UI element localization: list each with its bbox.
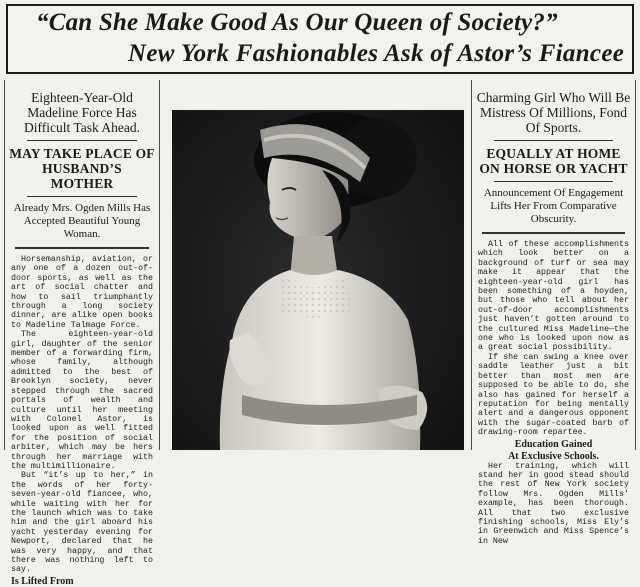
right-deck-3: Announcement Of Engagement Lifts Her From Comparative Obscurity. <box>483 187 624 225</box>
divider <box>494 140 613 141</box>
right-article-body <box>478 240 629 438</box>
divider <box>27 196 137 197</box>
left-deck-2: MAY TAKE PLACE OF HUSBAND’S MOTHER <box>9 146 155 191</box>
portrait-image <box>172 110 464 450</box>
divider <box>27 140 137 141</box>
right-article-body-2 <box>478 462 629 547</box>
divider <box>494 181 613 182</box>
left-deck-3: Already Mrs. Ogden Mills Has Accepted Beautiful Young Woman. <box>13 202 151 240</box>
right-deck-2: EQUALLY AT HOME ON HORSE OR YACHT <box>479 146 628 176</box>
headline-line-1: “Can She Make Good As Our Queen of Society?” <box>36 9 558 36</box>
left-deck-1: Eighteen-Year-Old Madeline Force Has Difficult Task Ahead. <box>24 90 140 135</box>
divider <box>482 232 625 234</box>
portrait-photo <box>172 110 464 450</box>
paragraph: If she can swing a knee over saddle leather just a bit better than most men are supposed to be able to do, she also has gained for herself a reputation for being mentally alert and a dangerous opponent with the sugar-coated barb of drawing-room repartee. <box>478 352 629 438</box>
right-deck-1: Charming Girl Who Will Be Mistress Of Millions, Fond Of Sports. <box>476 90 631 135</box>
divider <box>15 247 149 249</box>
right-subhead-1: Education Gained <box>514 438 593 450</box>
paragraph: The eighteen-year-old girl, daughter of the senior member of a forwarding firm, whose family, although admitted to the best of Brooklyn society, never stepped through the sacred portals of wealth and culture until her meeting with Colonel Astor, is looked upon as well fitted for the position of social arbiter, which may be hers through her marriage with the multimillionaire. <box>11 330 153 471</box>
paragraph: All of these accomplishments which look better on a background of turf or sea may make it appear that the eighteen-year-old girl has been something of a hoyden, but those who tell about her out-of-door accomplishments just haven’t gotten around to the cultured Miss Madeline—the one who is looked upon now as a great social possibility. <box>478 240 629 353</box>
left-article-body <box>11 255 153 575</box>
left-subhead: Is Lifted From <box>11 575 74 587</box>
paragraph: But “it’s up to her,” in the words of her forty-seven-year-old fiancee, who, while waiting with her for the launch which was to take him and the girl aboard his yacht yesterday evening for Newport, declared that he was very happy, and that there was nothing left to say. <box>11 471 153 575</box>
headline-banner <box>6 4 634 74</box>
paragraph: Her training, which will stand her in good stead should the rest of New York society follow Mrs. Ogden Mills’ example, has been thorough. All that two exclusive finishing schools, Miss Ely’s in Greenwich and Miss Spence’s in New <box>478 461 629 546</box>
right-subhead-2: At Exclusive Schools. <box>508 450 599 462</box>
left-column <box>4 80 160 587</box>
paragraph: Horsemanship, aviation, or any one of a dozen out-of-door sports, as well as the art of social chatter and how to sail triumphantly through a long society dinner, are alike open books to Madeline Talmage Force. <box>11 255 153 330</box>
headline-line-2: New York Fashionables Ask of Astor’s Fiancee <box>128 40 625 67</box>
right-column <box>471 80 636 546</box>
